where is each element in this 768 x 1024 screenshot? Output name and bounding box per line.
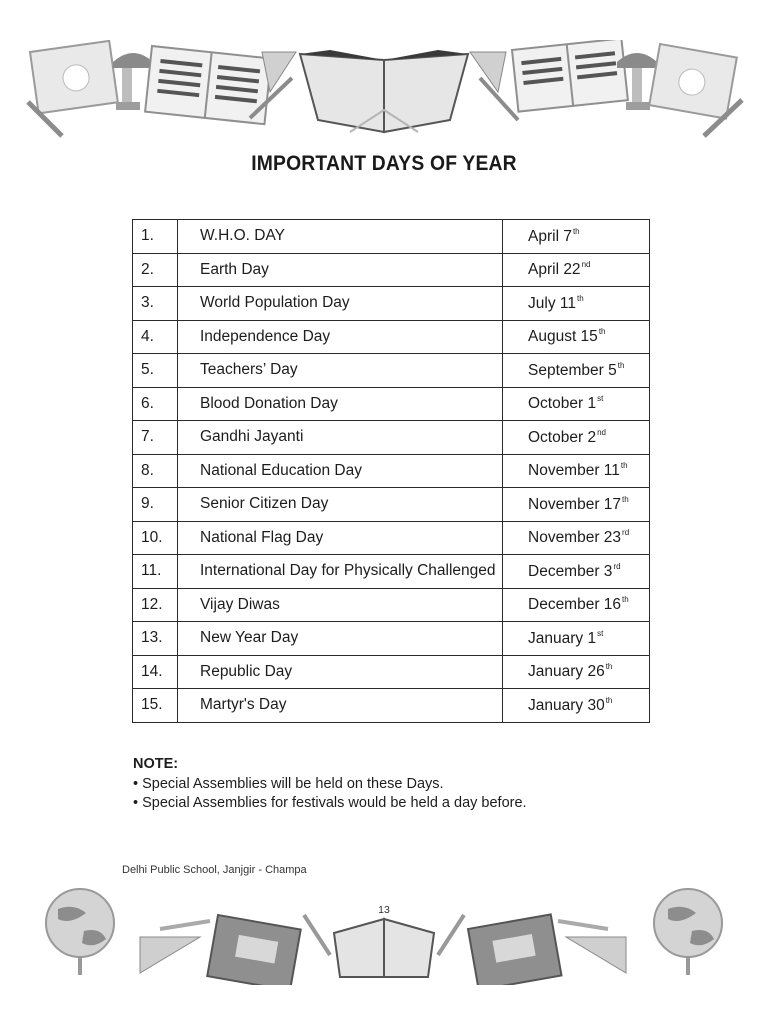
row-number: 15. xyxy=(133,689,178,723)
date-text: November 23 xyxy=(528,529,622,547)
row-number: 13. xyxy=(133,622,178,656)
bottom-decorative-banner xyxy=(0,885,768,985)
day-name: World Population Day xyxy=(178,287,503,321)
table-row xyxy=(133,521,650,555)
table-row xyxy=(133,588,650,622)
date-ordinal-suffix: nd xyxy=(581,260,591,270)
date-ordinal-suffix: rd xyxy=(622,528,630,538)
day-name: Blood Donation Day xyxy=(178,387,503,421)
date-text: January 26 xyxy=(528,663,605,681)
day-date xyxy=(503,354,650,388)
table-row xyxy=(133,287,650,321)
day-name: New Year Day xyxy=(178,622,503,656)
date-ordinal-suffix: th xyxy=(605,695,613,705)
table-row xyxy=(133,454,650,488)
day-date xyxy=(503,689,650,723)
table-row xyxy=(133,253,650,287)
date-ordinal-suffix: nd xyxy=(597,427,606,437)
date-ordinal-suffix: th xyxy=(622,494,629,504)
row-number: 5. xyxy=(133,354,178,388)
day-date xyxy=(503,622,650,656)
row-number: 8. xyxy=(133,454,178,488)
day-name: Martyr's Day xyxy=(178,689,503,723)
day-name: International Day for Physically Challenged xyxy=(178,555,503,589)
notebook-icon xyxy=(30,41,118,114)
row-number: 11. xyxy=(133,555,178,589)
day-date xyxy=(503,253,650,287)
date-ordinal-suffix: th xyxy=(622,595,629,605)
date-text: September 5 xyxy=(528,361,617,379)
day-date xyxy=(503,320,650,354)
pencil-icon xyxy=(160,921,210,929)
day-date xyxy=(503,454,650,488)
date-ordinal-suffix: th xyxy=(576,293,584,303)
day-name: Republic Day xyxy=(178,655,503,689)
day-name: W.H.O. DAY xyxy=(178,220,503,254)
day-name: National Flag Day xyxy=(178,521,503,555)
day-date xyxy=(503,220,650,254)
date-ordinal-suffix: rd xyxy=(613,561,621,571)
row-number: 14. xyxy=(133,655,178,689)
date-ordinal-suffix: th xyxy=(605,662,613,672)
set-square-icon xyxy=(566,937,626,973)
table-row xyxy=(133,622,650,656)
day-date xyxy=(503,387,650,421)
date-text: January 1 xyxy=(528,629,597,647)
day-name: Teachers’ Day xyxy=(178,354,503,388)
date-text: November 17 xyxy=(528,495,622,513)
day-date xyxy=(503,421,650,455)
date-ordinal-suffix: th xyxy=(572,226,580,236)
open-book-icon xyxy=(145,46,271,124)
notebook-icon xyxy=(649,44,737,119)
open-book-icon xyxy=(512,40,628,112)
pencil-icon xyxy=(558,921,608,929)
date-ordinal-suffix: st xyxy=(597,394,604,404)
day-name: Earth Day xyxy=(178,253,503,287)
day-date xyxy=(503,588,650,622)
note-item: • Special Assemblies will be held on these Days. xyxy=(133,775,444,792)
notebook-icon xyxy=(468,914,561,985)
table-row xyxy=(133,387,650,421)
date-text: December 16 xyxy=(528,596,622,614)
page-number: 13 xyxy=(378,904,390,916)
date-text: October 1 xyxy=(528,395,597,413)
day-name: Gandhi Jayanti xyxy=(178,421,503,455)
day-name: Senior Citizen Day xyxy=(178,488,503,522)
pencil-icon xyxy=(438,915,464,955)
row-number: 9. xyxy=(133,488,178,522)
day-name: Vijay Diwas xyxy=(178,588,503,622)
row-number: 7. xyxy=(133,421,178,455)
important-days-table xyxy=(132,219,650,723)
row-number: 4. xyxy=(133,320,178,354)
school-name-footer: Delhi Public School, Janjgir - Champa xyxy=(122,864,307,876)
note-item: • Special Assemblies for festivals would be held a day before. xyxy=(133,795,527,811)
date-text: April 7 xyxy=(528,227,572,245)
date-text: July 11 xyxy=(528,294,576,312)
day-name: National Education Day xyxy=(178,454,503,488)
date-text: April 22 xyxy=(528,261,581,279)
table-row xyxy=(133,555,650,589)
table-row xyxy=(133,655,650,689)
table-row xyxy=(133,354,650,388)
set-square-icon xyxy=(140,937,200,973)
globe-icon xyxy=(46,889,114,975)
table-row xyxy=(133,421,650,455)
note-title: NOTE: xyxy=(133,756,179,772)
center-open-book-icon xyxy=(300,50,468,132)
table-row xyxy=(133,689,650,723)
center-book-icon xyxy=(334,919,434,977)
table-row xyxy=(133,320,650,354)
top-decorative-banner xyxy=(0,40,768,150)
table-row xyxy=(133,220,650,254)
day-date xyxy=(503,287,650,321)
globe-icon xyxy=(654,889,722,975)
day-date xyxy=(503,488,650,522)
date-ordinal-suffix: th xyxy=(617,360,625,370)
table-row xyxy=(133,488,650,522)
day-date xyxy=(503,521,650,555)
date-text: October 2 xyxy=(528,428,597,446)
row-number: 6. xyxy=(133,387,178,421)
date-text: November 11 xyxy=(528,462,620,480)
page-title: IMPORTANT DAYS OF YEAR xyxy=(251,152,517,175)
day-date xyxy=(503,555,650,589)
row-number: 2. xyxy=(133,253,178,287)
date-text: January 30 xyxy=(528,696,605,714)
date-ordinal-suffix: th xyxy=(598,327,606,337)
note-section xyxy=(133,755,527,814)
day-name: Independence Day xyxy=(178,320,503,354)
pencil-icon xyxy=(304,915,330,955)
date-ordinal-suffix: st xyxy=(597,628,604,638)
date-text: December 3 xyxy=(528,562,613,580)
row-number: 1. xyxy=(133,220,178,254)
row-number: 10. xyxy=(133,521,178,555)
row-number: 3. xyxy=(133,287,178,321)
row-number: 12. xyxy=(133,588,178,622)
notebook-icon xyxy=(207,915,300,985)
date-ordinal-suffix: th xyxy=(620,461,628,471)
date-text: August 15 xyxy=(528,328,598,346)
day-date xyxy=(503,655,650,689)
